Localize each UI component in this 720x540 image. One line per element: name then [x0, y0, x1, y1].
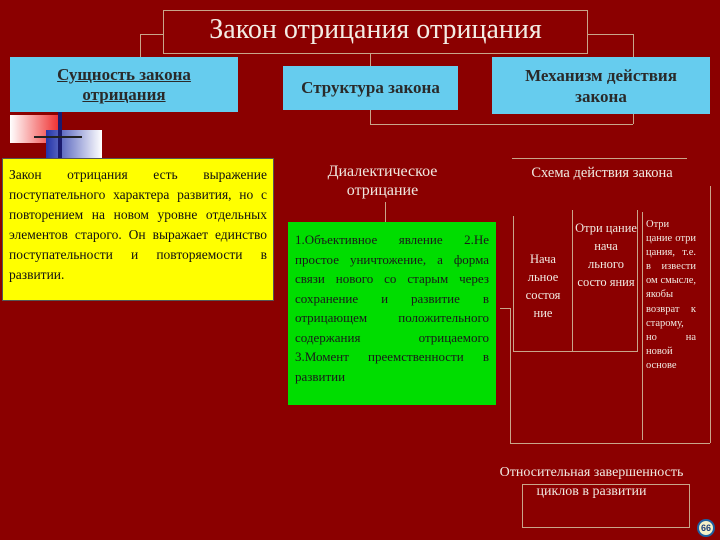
scheme-bracket — [572, 210, 573, 352]
scheme-bracket — [572, 351, 637, 352]
scheme-stage-negation: Отри цание нача льного состо яния — [575, 221, 637, 289]
connector-line — [510, 443, 710, 444]
connector-line — [512, 158, 687, 159]
connector-line — [633, 114, 634, 124]
connector-line — [710, 186, 711, 443]
scheme-bracket — [513, 216, 514, 352]
essence-box: Сущность закона отрицания — [10, 57, 238, 112]
scheme-stage-negation-of-negation: Отри цание отри цания, т.е. в извести ом смысле, якобы возврат к старому, но на новой основе — [646, 219, 696, 371]
connector-line — [370, 54, 371, 66]
connector-line — [370, 110, 371, 124]
connector-line — [633, 34, 634, 57]
law-definition: Закон отрицания есть выражение поступательного характера развития, но с повторением на новом уровне отдельных элементов старого. Он выражает единство поступательности и повторяемости в развитии. — [2, 158, 274, 301]
connector-line — [370, 124, 633, 125]
dialectic-negation-title: Диалектическое отрицание — [327, 163, 438, 199]
scheme-stage-initial: Нача льное состоя ние — [525, 252, 561, 320]
relative-completeness-text: Относительная завершенность циклов в развитии — [499, 465, 684, 499]
dialectic-negation-points: 1.Объективное явление 2.Не простое уничтожение, а форма связи нового со старым через сохранение и развитие в отрицающем положительного содержания отрицаемого 3.Момент преемственности в развитии — [288, 222, 496, 405]
scheme-bracket — [642, 212, 643, 440]
connector-line — [140, 34, 141, 57]
decorative-color-blocks — [8, 112, 108, 160]
scheme-bracket — [637, 210, 638, 352]
connector-line — [588, 34, 633, 35]
page-number-badge: 66 — [697, 519, 715, 537]
connector-line — [510, 308, 511, 443]
scheme-title: Схема действия закона — [531, 165, 673, 181]
connector-line — [500, 308, 510, 309]
connector-line — [385, 202, 386, 222]
mechanism-box: Механизм действия закона — [492, 57, 710, 114]
slide-title: Закон отрицания отрицания — [209, 14, 542, 45]
scheme-bracket — [513, 351, 573, 352]
connector-line — [140, 34, 163, 35]
structure-box: Структура закона — [283, 66, 458, 110]
